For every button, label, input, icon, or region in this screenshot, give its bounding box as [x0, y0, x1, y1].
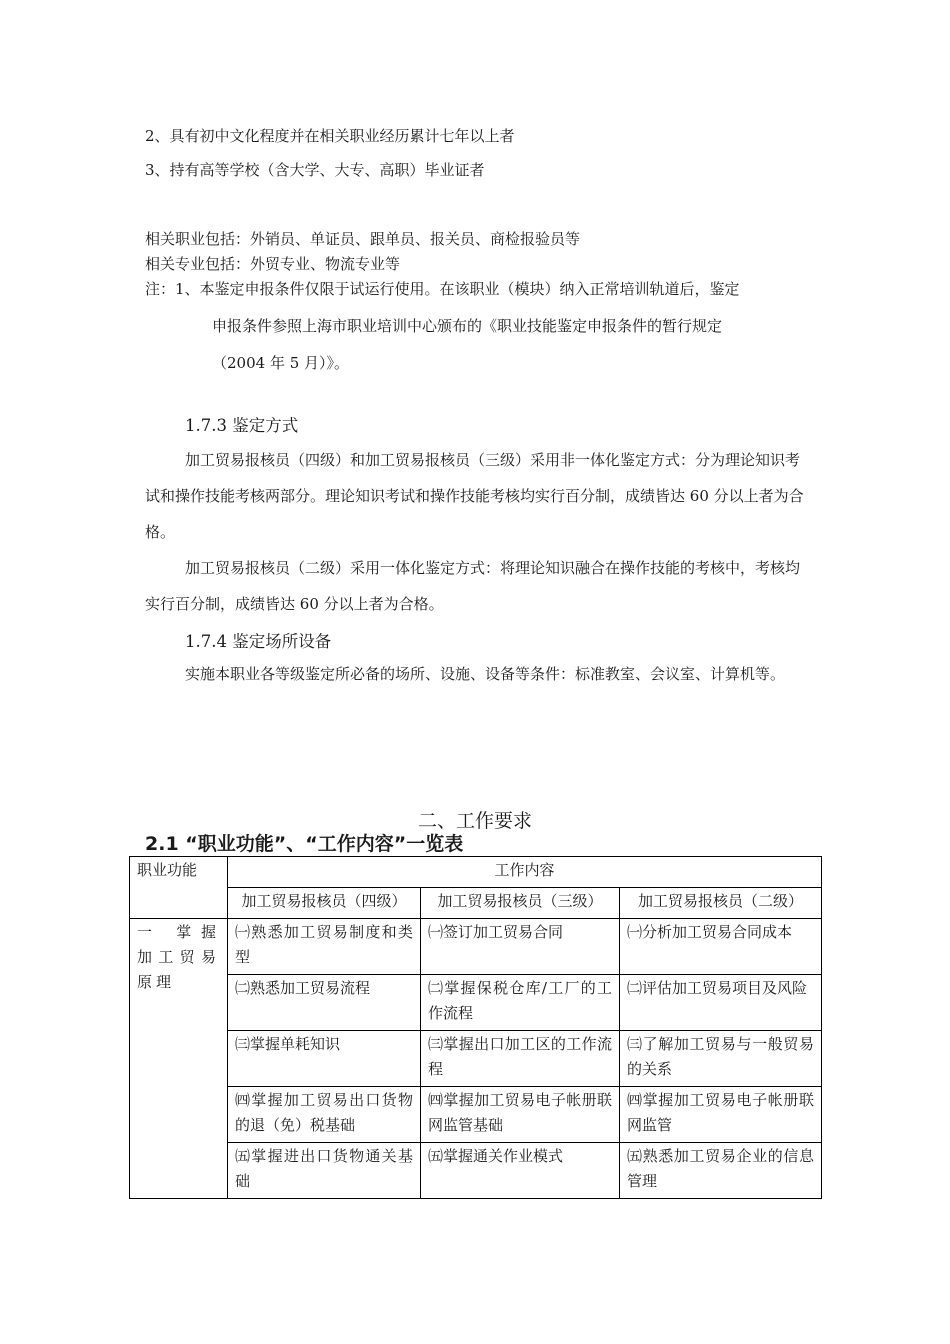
table-row [130, 1087, 822, 1143]
paragraph-text: 加工贸易报核员（四级）和加工贸易报核员（三级）采用非一体化鉴定方式：分为理论知识考试和操作技能考核两部分。理论知识考试和操作技能考核均实行百分制，成绩皆达 60 分以上者为合格。 [145, 451, 804, 541]
condition-item-2: 2、具有初中文化程度并在相关职业经历累计七年以上者 [145, 127, 515, 145]
paragraph-text: 加工贸易报核员（二级）采用一体化鉴定方式：将理论知识融合在操作技能的考核中，考核均实行百分制，成绩皆达 60 分以上者为合格。 [145, 559, 801, 613]
table-cell: ㈠熟悉加工贸易制度和类型 [228, 919, 421, 975]
header-level-3: 加工贸易报核员（三级） [421, 888, 620, 919]
table-title: 2.1 “职业功能”、“工作内容”一览表 [145, 833, 464, 855]
table-header-row [130, 857, 822, 888]
table-cell: ㈢掌握单耗知识 [228, 1031, 421, 1087]
chapter-title: 二、工作要求 [417, 810, 532, 832]
paragraph-text: 实施本职业各等级鉴定所必备的场所、设施、设备等条件：标准教室、会议室、计算机等。 [185, 665, 786, 683]
related-jobs: 相关职业包括：外销员、单证员、跟单员、报关员、商检报验员等 [145, 230, 581, 248]
header-function: 职业功能 [130, 857, 228, 919]
table-level-row [130, 888, 822, 919]
table-row [130, 1143, 822, 1199]
header-level-4: 加工贸易报核员（四级） [228, 888, 421, 919]
table-cell: ㈢了解加工贸易与一般贸易的关系 [620, 1031, 822, 1087]
table-cell: ㈠分析加工贸易合同成本 [620, 919, 822, 975]
table-cell: ㈤熟悉加工贸易企业的信息管理 [620, 1143, 822, 1199]
table-cell: ㈣掌握加工贸易电子帐册联网监管基础 [421, 1087, 620, 1143]
table-cell: ㈡掌握保税仓库/工厂的工作流程 [421, 975, 620, 1031]
section-heading-1-7-3: 1.7.3 鉴定方式 [185, 416, 299, 435]
table-cell: ㈡评估加工贸易项目及风险 [620, 975, 822, 1031]
table-cell: ㈤掌握通关作业模式 [421, 1143, 620, 1199]
table-cell: ㈡熟悉加工贸易流程 [228, 975, 421, 1031]
function-cell: 一 掌握加工贸易原理 [130, 919, 228, 1199]
table-cell: ㈢掌握出口加工区的工作流程 [421, 1031, 620, 1087]
table-row [130, 975, 822, 1031]
note-line-3: （2004 年 5 月）》。 [212, 354, 350, 372]
header-content: 工作内容 [228, 857, 822, 888]
table-cell: ㈠签订加工贸易合同 [421, 919, 620, 975]
table-cell: ㈣掌握加工贸易出口货物的退（免）税基础 [228, 1087, 421, 1143]
section-paragraph [145, 442, 813, 550]
condition-item-3: 3、持有高等学校（含大学、大专、高职）毕业证者 [145, 161, 485, 179]
note-line-1: 注：1、本鉴定申报条件仅限于试运行使用。在该职业（模块）纳入正常培训轨道后，鉴定 [145, 280, 740, 298]
note-line-2: 申报条件参照上海市职业培训中心颁布的《职业技能鉴定申报条件的暂行规定 [212, 317, 723, 335]
table-row [130, 1031, 822, 1087]
function-content-table [129, 856, 822, 1199]
header-level-2: 加工贸易报核员（二级） [620, 888, 822, 919]
section-paragraph [145, 550, 813, 622]
table-cell: ㈣掌握加工贸易电子帐册联网监管 [620, 1087, 822, 1143]
table-row [130, 919, 822, 975]
section-heading-1-7-4: 1.7.4 鉴定场所设备 [185, 632, 332, 651]
section-paragraph [145, 656, 813, 692]
table-cell: ㈤掌握进出口货物通关基础 [228, 1143, 421, 1199]
related-majors: 相关专业包括：外贸专业、物流专业等 [145, 255, 401, 273]
